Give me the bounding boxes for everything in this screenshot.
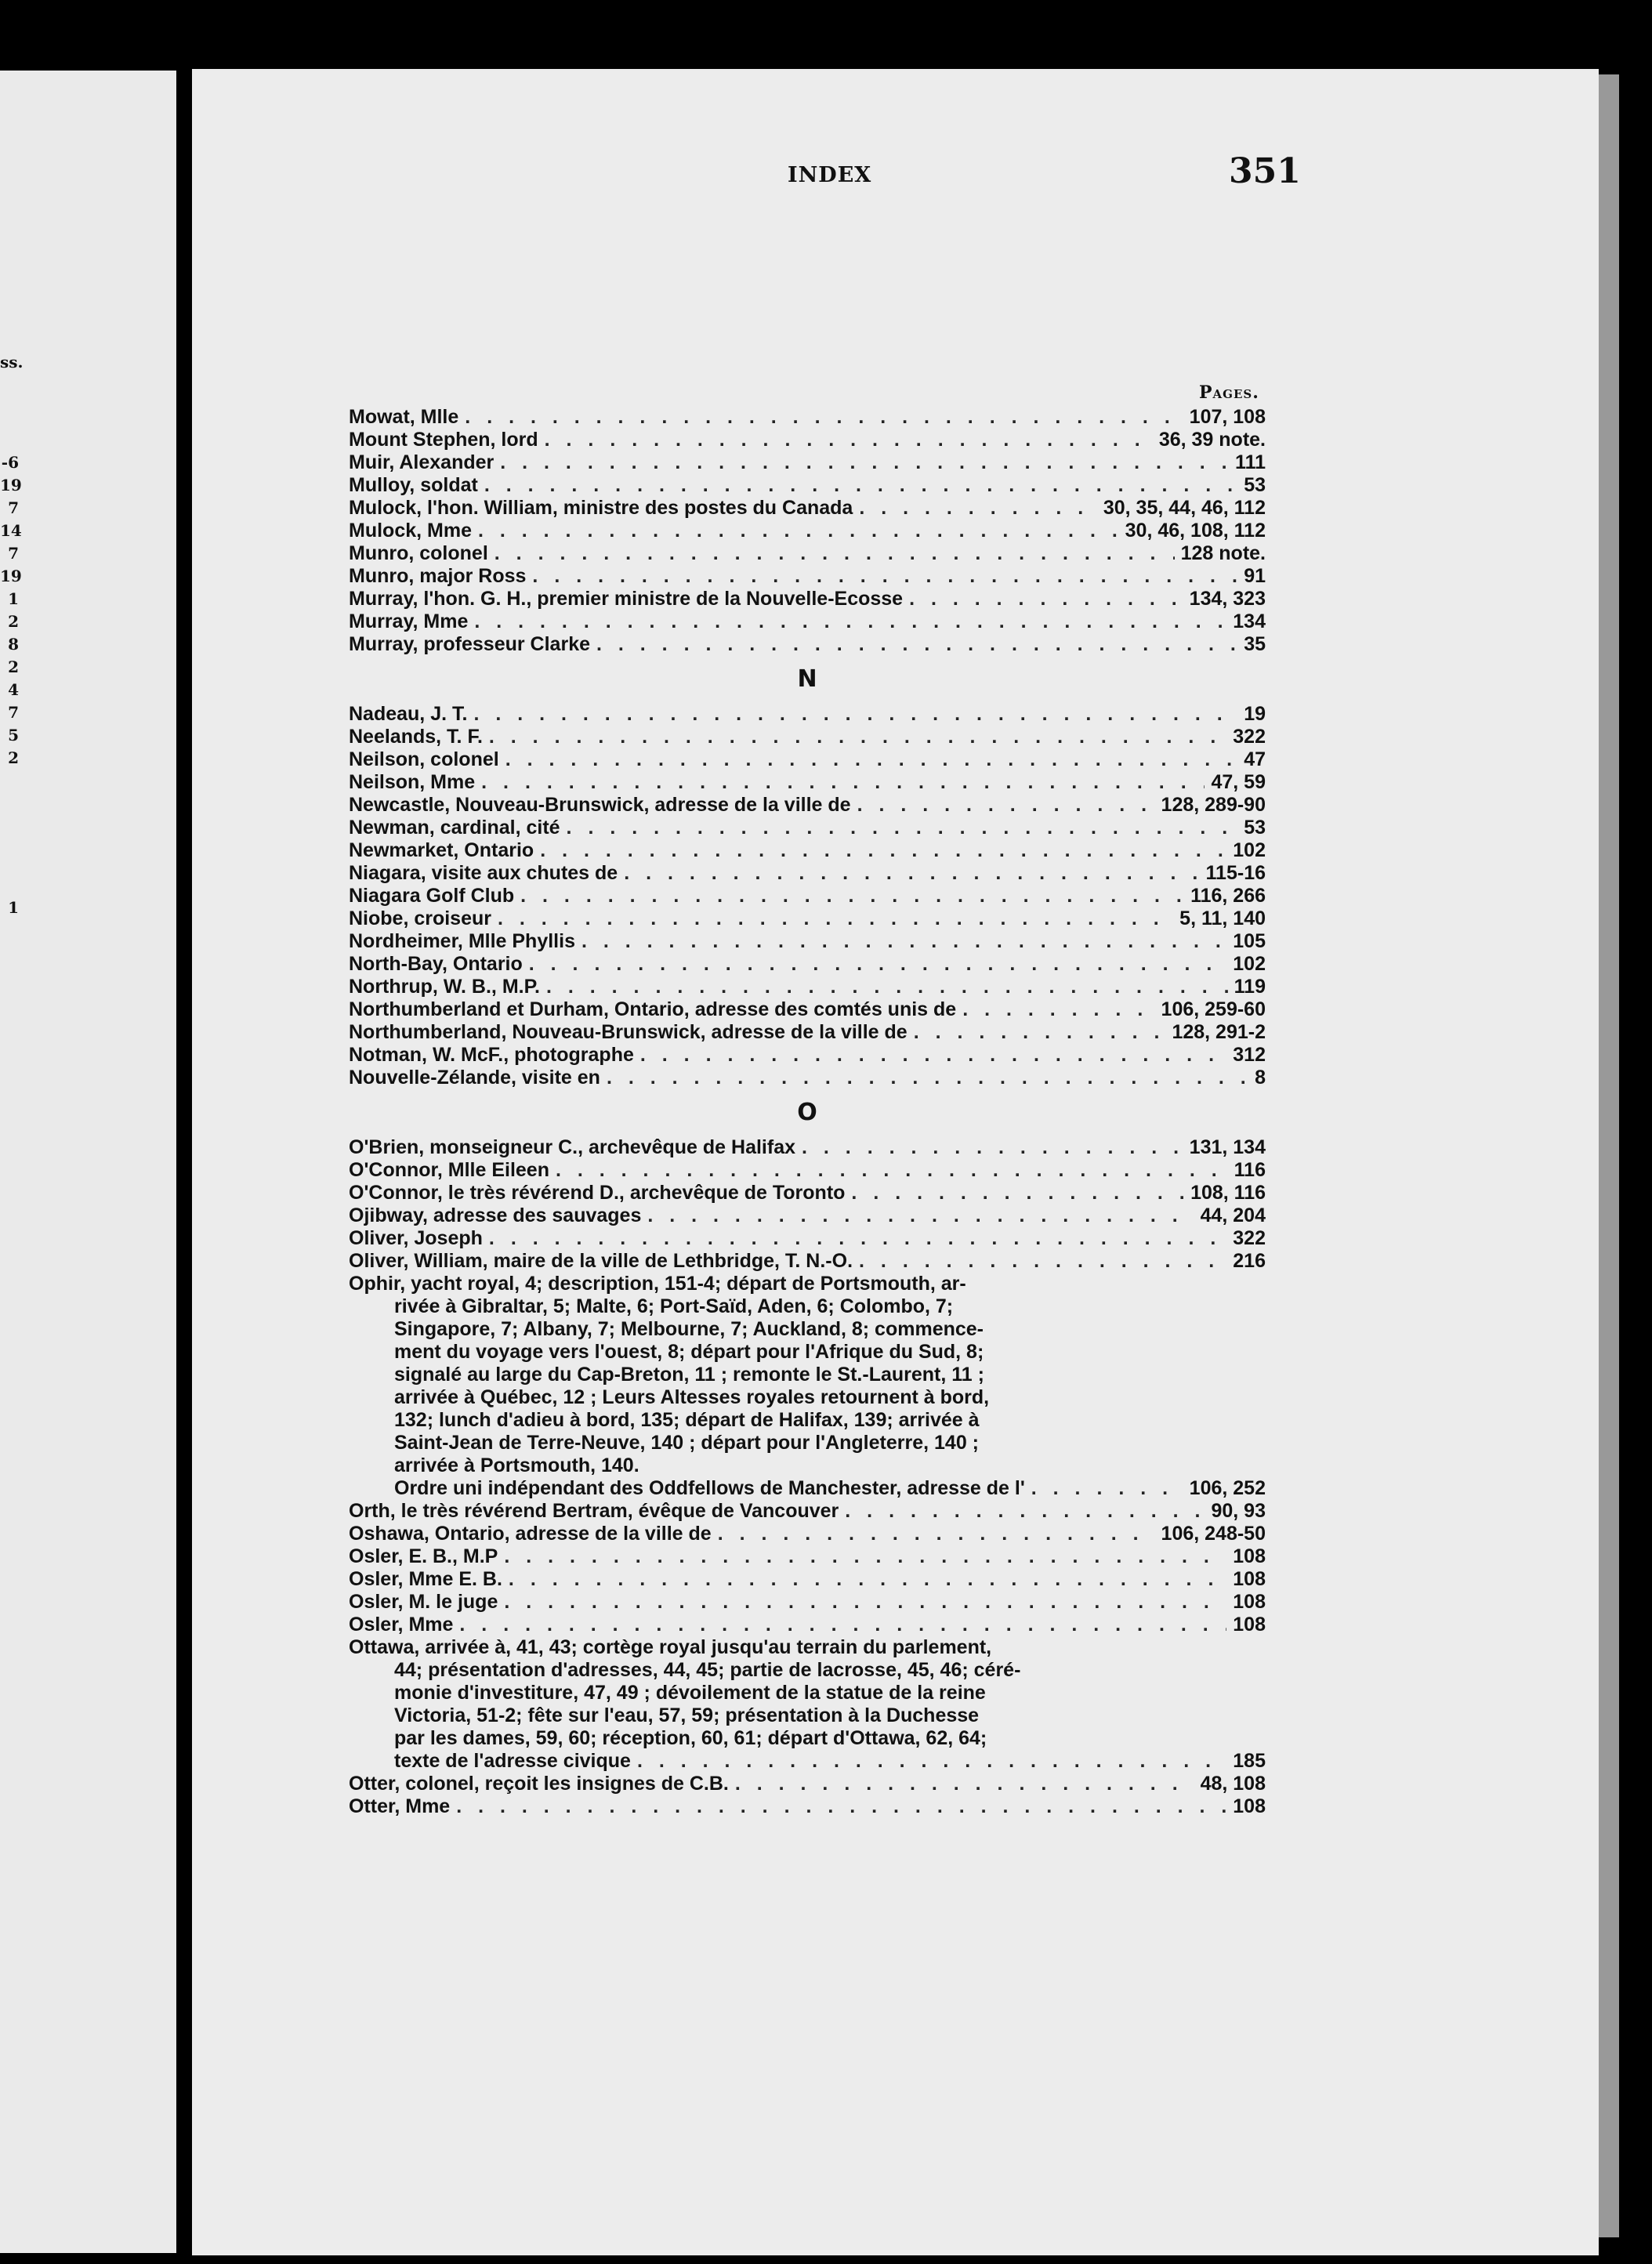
dot-leader — [851, 1182, 1184, 1204]
entry-pages: 108 — [1233, 1614, 1266, 1636]
prev-page-fragment: 14 — [0, 521, 22, 540]
index-entry — [349, 1409, 1266, 1432]
entry-name: Northumberland et Durham, Ontario, adresse des comtés unis de — [349, 998, 957, 1020]
index-entry — [349, 1704, 1266, 1727]
index-entry — [349, 451, 1266, 474]
index-entry — [349, 907, 1266, 930]
entry-name: Mowat, Mlle — [349, 406, 459, 428]
dot-leader — [474, 610, 1226, 633]
dot-leader — [624, 862, 1199, 885]
index-entry — [349, 497, 1266, 520]
dot-leader — [500, 451, 1229, 474]
index-entry — [349, 1477, 1266, 1500]
dot-leader — [735, 1773, 1194, 1795]
index-entry — [349, 1386, 1266, 1409]
entry-pages: 91 — [1244, 565, 1266, 587]
index-entry — [349, 1182, 1266, 1204]
entry-pages: 105 — [1233, 930, 1266, 952]
entry-name: Mulloy, soldat — [349, 474, 478, 496]
entry-pages: 106, 259-60 — [1161, 998, 1266, 1020]
section-letter: N — [797, 665, 817, 693]
entry-text: 132; lunch d'adieu à bord, 135; départ de Halifax, 139; arrivée à — [394, 1409, 980, 1431]
entry-pages: 116 — [1234, 1159, 1266, 1181]
prev-page-fragment: 7 — [8, 498, 19, 517]
index-entry — [349, 1636, 1266, 1659]
entry-name: Otter, colonel, reçoit les insignes de C.B. — [349, 1773, 729, 1795]
index-entry — [349, 930, 1266, 953]
index-entry — [349, 1773, 1266, 1795]
dot-leader — [607, 1067, 1248, 1089]
index-entry — [349, 1159, 1266, 1182]
index-entry — [349, 588, 1266, 610]
entry-name: Munro, colonel — [349, 542, 488, 564]
entry-text: Ottawa, arrivée à, 41, 43; cortège royal jusqu'au terrain du parlement, — [349, 1636, 992, 1658]
dot-leader — [520, 885, 1184, 907]
index-entry — [349, 406, 1266, 429]
index-entry — [349, 610, 1266, 633]
entry-name: North-Bay, Ontario — [349, 953, 523, 975]
index-entry — [349, 1432, 1266, 1454]
entry-pages: 106, 248-50 — [1161, 1523, 1266, 1545]
entry-pages: 312 — [1233, 1044, 1266, 1066]
index-entry — [349, 1727, 1266, 1750]
dot-leader — [637, 1750, 1226, 1773]
entry-pages: 116, 266 — [1190, 885, 1266, 907]
entry-pages: 30, 46, 108, 112 — [1125, 520, 1266, 542]
entry-name: Munro, major Ross — [349, 565, 527, 587]
dot-leader — [857, 794, 1155, 817]
prev-page-fragment: 1 — [8, 898, 19, 917]
index-entry — [349, 1659, 1266, 1682]
entry-pages: 128 note. — [1180, 542, 1266, 564]
entry-pages: 47 — [1244, 748, 1266, 770]
page-shadow — [1599, 74, 1619, 2237]
prev-page-fragment: 7 — [8, 703, 19, 722]
entry-pages: 216 — [1233, 1250, 1266, 1272]
prev-page-fragment: 19 — [0, 476, 22, 494]
entry-name: Oliver, Joseph — [349, 1227, 483, 1249]
entry-text: Singapore, 7; Albany, 7; Melbourne, 7; Auckland, 8; commence- — [394, 1318, 984, 1340]
entry-name: Mulock, Mme — [349, 520, 472, 542]
dot-leader — [1031, 1477, 1183, 1500]
dot-leader — [478, 520, 1119, 542]
entry-pages: 44, 204 — [1200, 1204, 1266, 1226]
index-entry — [349, 1204, 1266, 1227]
entry-text: signalé au large du Cap-Breton, 11 ; remonte le St.-Laurent, 11 ; — [394, 1364, 984, 1386]
entry-name: Murray, professeur Clarke — [349, 633, 590, 655]
prev-page-fragment: 4 — [8, 680, 19, 699]
entry-name: Niagara, visite aux chutes de — [349, 862, 618, 884]
index-entry — [349, 1227, 1266, 1250]
dot-leader — [456, 1795, 1226, 1818]
index-entry — [349, 1364, 1266, 1386]
dot-leader — [495, 542, 1175, 565]
entry-name: Osler, M. le juge — [349, 1591, 498, 1613]
dot-leader — [459, 1614, 1226, 1636]
entry-name: texte de l'adresse civique — [394, 1750, 631, 1772]
index-entry — [349, 1614, 1266, 1636]
dot-leader — [962, 998, 1154, 1021]
dot-leader — [481, 771, 1205, 794]
prev-page-fragment: 2 — [8, 612, 19, 631]
entry-text: rivée à Gibraltar, 5; Malte, 6; Port-Saïd, Aden, 6; Colombo, 7; — [394, 1295, 954, 1317]
entry-name: Mulock, l'hon. William, ministre des postes du Canada — [349, 497, 853, 519]
running-title: INDEX — [788, 163, 872, 187]
prev-page-fragment: 2 — [8, 657, 19, 676]
index-page — [192, 69, 1599, 2255]
entry-pages: 5, 11, 140 — [1179, 907, 1266, 929]
entry-pages: 119 — [1234, 976, 1266, 998]
index-entry — [349, 998, 1266, 1021]
prev-page-fragment: 5 — [8, 726, 19, 744]
index-entry — [349, 839, 1266, 862]
index-entry — [349, 474, 1266, 497]
index-entry — [349, 953, 1266, 976]
dot-leader — [505, 748, 1237, 771]
entry-name: Northrup, W. B., M.P. — [349, 976, 540, 998]
entry-pages: 108, 116 — [1190, 1182, 1266, 1204]
dot-leader — [504, 1591, 1226, 1614]
dot-leader — [647, 1204, 1194, 1227]
entry-pages: 134, 323 — [1189, 588, 1266, 610]
entry-pages: 131, 134 — [1189, 1136, 1266, 1158]
index-entry — [349, 1295, 1266, 1318]
index-entry — [349, 885, 1266, 907]
index-entry — [349, 1454, 1266, 1477]
dot-leader — [509, 1568, 1226, 1591]
dot-leader — [581, 930, 1226, 953]
entry-pages: 128, 291-2 — [1172, 1021, 1266, 1043]
entry-text: ment du voyage vers l'ouest, 8; départ pour l'Afrique du Sud, 8; — [394, 1341, 984, 1363]
dot-leader — [504, 1545, 1226, 1568]
dot-leader — [909, 588, 1183, 610]
section-letter: O — [797, 1099, 817, 1126]
index-entry — [349, 1682, 1266, 1704]
prev-page-fragment: 8 — [8, 635, 19, 654]
entry-name: Osler, E. B., M.P — [349, 1545, 498, 1567]
prev-page-fragment: 7 — [8, 544, 19, 563]
index-entry — [349, 1273, 1266, 1295]
entry-name: Neilson, colonel — [349, 748, 499, 770]
entry-name: Nadeau, J. T. — [349, 703, 468, 725]
dot-leader — [859, 1250, 1226, 1273]
entry-pages: 128, 289-90 — [1161, 794, 1266, 816]
entry-pages: 19 — [1244, 703, 1266, 725]
entry-text: arrivée à Portsmouth, 140. — [394, 1454, 639, 1476]
entry-name: Nouvelle-Zélande, visite en — [349, 1067, 600, 1089]
entry-pages: 108 — [1233, 1591, 1266, 1613]
dot-leader — [545, 429, 1153, 451]
dot-leader — [640, 1044, 1226, 1067]
entry-text: Ophir, yacht royal, 4; description, 151-4; départ de Portsmouth, ar- — [349, 1273, 966, 1295]
prev-page-fragment: 1 — [8, 589, 19, 608]
entry-pages: 108 — [1233, 1545, 1266, 1567]
dot-leader — [540, 839, 1226, 862]
entry-name: Oliver, William, maire de la ville de Lethbridge, T. N.-O. — [349, 1250, 853, 1272]
index-entry — [349, 1523, 1266, 1545]
entry-name: Ojibway, adresse des sauvages — [349, 1204, 642, 1226]
entry-name: Osler, Mme E. B. — [349, 1568, 502, 1590]
index-entry — [349, 862, 1266, 885]
index-entry — [349, 1136, 1266, 1159]
entry-name: Neelands, T. F. — [349, 726, 483, 748]
entry-name: Nordheimer, Mlle Phyllis — [349, 930, 575, 952]
entry-pages: 53 — [1244, 474, 1266, 496]
index-entry — [349, 976, 1266, 998]
entry-pages: 8 — [1255, 1067, 1266, 1089]
entry-name: Ordre uni indépendant des Oddfellows de Manchester, adresse de l' — [394, 1477, 1025, 1499]
dot-leader — [718, 1523, 1155, 1545]
index-entry — [349, 429, 1266, 451]
index-entry — [349, 794, 1266, 817]
prev-page-fragment: 19 — [0, 567, 22, 585]
index-entry — [349, 771, 1266, 794]
entry-pages: 102 — [1233, 953, 1266, 975]
entry-name: Neilson, Mme — [349, 771, 476, 793]
index-entry — [349, 748, 1266, 771]
dot-leader — [473, 703, 1237, 726]
entry-pages: 30, 35, 44, 46, 112 — [1103, 497, 1266, 519]
entry-name: O'Connor, Mlle Eileen — [349, 1159, 549, 1181]
entry-pages: 48, 108 — [1200, 1773, 1266, 1795]
index-entry — [349, 633, 1266, 656]
index-entry — [349, 1568, 1266, 1591]
entry-name: Murray, Mme — [349, 610, 469, 632]
index-entry — [349, 1591, 1266, 1614]
entry-name: Murray, l'hon. G. H., premier ministre de la Nouvelle-Ecosse — [349, 588, 904, 610]
entry-name: O'Connor, le très révérend D., archevêque de Toronto — [349, 1182, 846, 1204]
entry-text: Saint-Jean de Terre-Neuve, 140 ; départ pour l'Angleterre, 140 ; — [394, 1432, 979, 1454]
entry-pages: 115-16 — [1205, 862, 1266, 884]
page-number: 351 — [1229, 151, 1301, 191]
dot-leader — [529, 953, 1227, 976]
dot-leader — [567, 817, 1238, 839]
entry-text: arrivée à Québec, 12 ; Leurs Altesses royales retournent à bord, — [394, 1386, 990, 1408]
index-entries — [349, 406, 1266, 1818]
prev-page-fragment: 2 — [8, 748, 19, 767]
dot-leader — [859, 497, 1097, 520]
entry-pages: 108 — [1233, 1795, 1266, 1817]
entry-name: Otter, Mme — [349, 1795, 451, 1817]
entry-name: Osler, Mme — [349, 1614, 454, 1636]
entry-name: Notman, W. McF., photographe — [349, 1044, 634, 1066]
entry-text: par les dames, 59, 60; réception, 60, 61; départ d'Ottawa, 62, 64; — [394, 1727, 987, 1749]
entry-text: monie d'investiture, 47, 49 ; dévoilement de la statue de la reine — [394, 1682, 986, 1704]
index-entry — [349, 542, 1266, 565]
prev-page-fragment: -6 — [1, 453, 19, 472]
dot-leader — [546, 976, 1228, 998]
entry-text: 44; présentation d'adresses, 44, 45; partie de lacrosse, 45, 46; céré- — [394, 1659, 1021, 1681]
dot-leader — [532, 565, 1237, 588]
entry-pages: 90, 93 — [1211, 1500, 1266, 1522]
entry-pages: 111 — [1235, 451, 1266, 473]
entry-name: Oshawa, Ontario, adresse de la ville de — [349, 1523, 712, 1545]
entry-name: Newcastle, Nouveau-Brunswick, adresse de la ville de — [349, 794, 851, 816]
dot-leader — [498, 907, 1173, 930]
previous-page-edge — [0, 71, 176, 2253]
dot-leader — [845, 1500, 1205, 1523]
dot-leader — [914, 1021, 1166, 1044]
index-entry — [349, 520, 1266, 542]
entry-pages: 106, 252 — [1189, 1477, 1266, 1499]
dot-leader — [465, 406, 1183, 429]
entry-pages: 108 — [1233, 1568, 1266, 1590]
entry-pages: 35 — [1244, 633, 1266, 655]
prev-page-fragment: ss. — [0, 353, 24, 371]
entry-name: Niobe, croiseur — [349, 907, 491, 929]
entry-pages: 322 — [1233, 1227, 1266, 1249]
dot-leader — [556, 1159, 1228, 1182]
entry-pages: 53 — [1244, 817, 1266, 839]
dot-leader — [489, 1227, 1226, 1250]
index-entry — [349, 703, 1266, 726]
index-entry — [349, 1067, 1266, 1089]
entry-name: Newmarket, Ontario — [349, 839, 534, 861]
entry-pages: 36, 39 note. — [1158, 429, 1266, 451]
index-entry — [349, 565, 1266, 588]
index-entry — [349, 1318, 1266, 1341]
index-entry — [349, 817, 1266, 839]
entry-name: Orth, le très révérend Bertram, évêque de Vancouver — [349, 1500, 839, 1522]
index-entry — [349, 1795, 1266, 1818]
entry-name: Mount Stephen, lord — [349, 429, 538, 451]
entry-name: Muir, Alexander — [349, 451, 495, 473]
pages-column-heading: Pages. — [1199, 382, 1259, 403]
dot-leader — [489, 726, 1226, 748]
index-entry — [349, 1545, 1266, 1568]
entry-name: Newman, cardinal, cité — [349, 817, 560, 839]
index-entry — [349, 1044, 1266, 1067]
entry-name: Northumberland, Nouveau-Brunswick, adresse de la ville de — [349, 1021, 908, 1043]
dot-leader — [596, 633, 1237, 656]
index-entry — [349, 1500, 1266, 1523]
index-entry — [349, 1341, 1266, 1364]
dot-leader — [484, 474, 1237, 497]
entry-pages: 322 — [1233, 726, 1266, 748]
index-entry — [349, 1250, 1266, 1273]
entry-pages: 47, 59 — [1211, 771, 1266, 793]
dot-leader — [802, 1136, 1183, 1159]
entry-name: O'Brien, monseigneur C., archevêque de Halifax — [349, 1136, 796, 1158]
index-entry — [349, 1021, 1266, 1044]
entry-pages: 134 — [1233, 610, 1266, 632]
index-entry — [349, 726, 1266, 748]
entry-pages: 102 — [1233, 839, 1266, 861]
index-entry — [349, 1750, 1266, 1773]
entry-pages: 107, 108 — [1189, 406, 1266, 428]
entry-name: Niagara Golf Club — [349, 885, 515, 907]
entry-text: Victoria, 51-2; fête sur l'eau, 57, 59; présentation à la Duchesse — [394, 1704, 980, 1726]
entry-pages: 185 — [1233, 1750, 1266, 1772]
